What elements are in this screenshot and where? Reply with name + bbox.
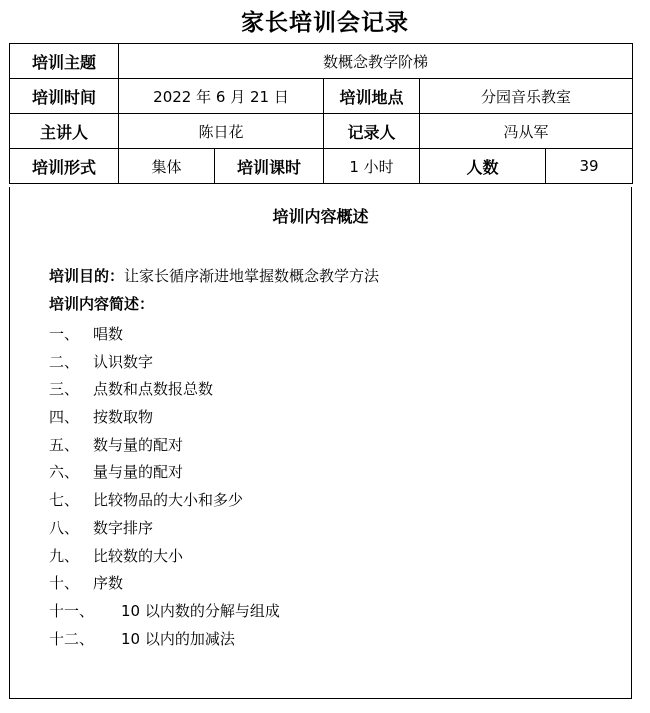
recorder-label: 记录人 bbox=[324, 114, 420, 149]
time-value: 2022 年 6 月 21 日 bbox=[119, 79, 324, 114]
training-purpose bbox=[49, 265, 379, 286]
list-item bbox=[49, 432, 280, 460]
page-title: 家长培训会记录 bbox=[241, 10, 409, 36]
list-item bbox=[49, 349, 280, 377]
item-number: 一、 bbox=[49, 325, 80, 343]
item-number: 九、 bbox=[49, 546, 80, 565]
item-number: 十、 bbox=[49, 574, 80, 593]
place-value: 分园音乐教室 bbox=[420, 79, 633, 114]
form-value: 集体 bbox=[119, 149, 215, 184]
item-text: 数字排序 bbox=[93, 518, 154, 537]
item-text: 认识数字 bbox=[93, 352, 154, 371]
item-number: 七、 bbox=[49, 491, 80, 510]
time-row bbox=[10, 79, 633, 114]
topic-value: 数概念教学阶梯 bbox=[119, 44, 633, 79]
item-text: 比较数的大小 bbox=[93, 546, 184, 565]
item-text: 按数取物 bbox=[93, 408, 154, 427]
item-number: 五、 bbox=[49, 435, 80, 454]
content-item-list bbox=[49, 321, 280, 653]
info-table bbox=[9, 43, 633, 184]
time-label: 培训时间 bbox=[10, 79, 119, 114]
list-item bbox=[49, 487, 280, 515]
hours-label: 培训课时 bbox=[215, 149, 324, 184]
list-item bbox=[49, 459, 280, 487]
item-text: 10 以内的加减法 bbox=[121, 629, 235, 648]
item-number: 十二、 bbox=[49, 629, 95, 648]
speaker-label: 主讲人 bbox=[10, 114, 119, 149]
summary-label: 培训内容简述： bbox=[49, 295, 155, 313]
recorder-value: 冯从军 bbox=[420, 114, 633, 149]
item-text: 10 以内数的分解与组成 bbox=[121, 601, 280, 620]
item-number: 二、 bbox=[49, 352, 80, 371]
content-section bbox=[9, 187, 632, 699]
item-number: 四、 bbox=[49, 408, 80, 427]
list-item bbox=[49, 515, 280, 543]
purpose-text: 让家长循序渐进地掌握数概念教学方法 bbox=[124, 267, 380, 285]
item-number: 三、 bbox=[49, 380, 80, 399]
hours-value: 1 小时 bbox=[324, 149, 420, 184]
item-text: 点数和点数报总数 bbox=[93, 380, 214, 399]
list-item bbox=[49, 570, 280, 598]
form-label: 培训形式 bbox=[10, 149, 119, 184]
item-number: 八、 bbox=[49, 518, 80, 537]
count-label: 人数 bbox=[420, 149, 546, 184]
speaker-row bbox=[10, 114, 633, 149]
item-text: 唱数 bbox=[93, 325, 124, 343]
list-item bbox=[49, 404, 280, 432]
item-text: 数与量的配对 bbox=[93, 435, 184, 454]
form-row bbox=[10, 149, 633, 184]
place-label: 培训地点 bbox=[324, 79, 420, 114]
list-item bbox=[49, 626, 280, 654]
purpose-label: 培训目的： bbox=[49, 267, 125, 285]
topic-row bbox=[10, 44, 633, 79]
list-item bbox=[49, 543, 280, 571]
speaker-value: 陈日花 bbox=[119, 114, 324, 149]
item-number: 六、 bbox=[49, 463, 80, 482]
count-value: 39 bbox=[546, 149, 633, 184]
item-text: 比较物品的大小和多少 bbox=[93, 491, 244, 510]
topic-label: 培训主题 bbox=[10, 44, 119, 79]
list-item bbox=[49, 598, 280, 626]
content-heading: 培训内容概述 bbox=[272, 207, 369, 226]
item-text: 序数 bbox=[93, 574, 124, 593]
list-item bbox=[49, 376, 280, 404]
item-text: 量与量的配对 bbox=[93, 463, 184, 482]
list-item bbox=[49, 321, 280, 349]
item-number: 十一、 bbox=[49, 601, 95, 620]
